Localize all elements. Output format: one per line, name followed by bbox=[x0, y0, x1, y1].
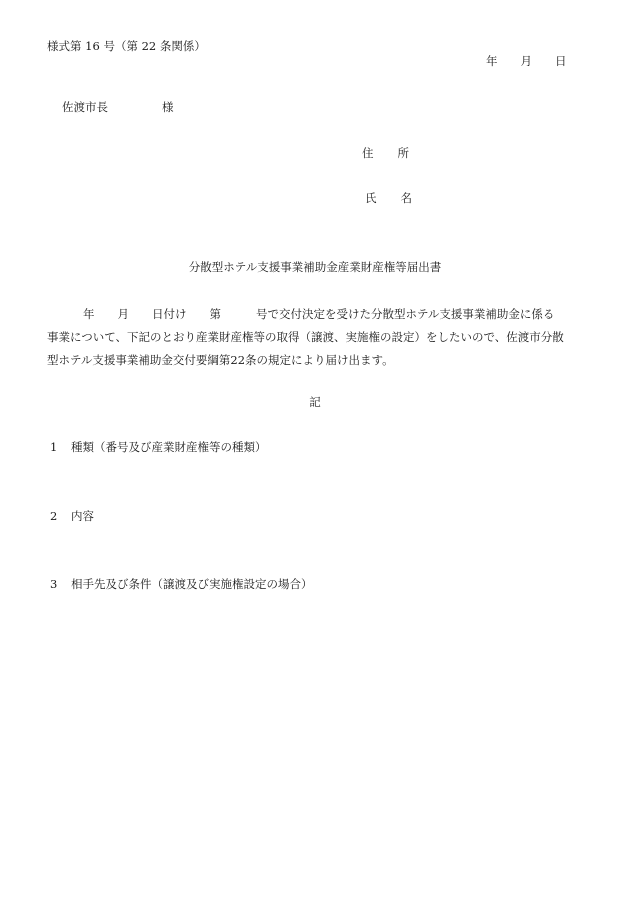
name-label: 氏 名 bbox=[365, 191, 412, 205]
list-item: 2 内容 bbox=[50, 509, 94, 523]
addressee bbox=[62, 99, 174, 115]
body-line-2: 事業について、下記のとおり産業財産権等の取得（譲渡、実施権の設定）をしたいので、佐渡市分散 bbox=[47, 330, 564, 344]
form-number: 様式第 16 号（第 22 条関係） bbox=[47, 39, 206, 53]
body-line-1: 年 月 日付け 第 号で交付決定を受けた分散型ホテル支援事業補助金に係る bbox=[83, 307, 555, 321]
addressee-mayor: 佐渡市長 bbox=[62, 100, 108, 114]
document-title: 分散型ホテル支援事業補助金産業財産権等届出書 bbox=[188, 260, 442, 274]
date-day: 日 bbox=[555, 54, 567, 68]
addressee-honorific: 様 bbox=[162, 100, 174, 114]
list-item: 1 種類（番号及び産業財産権等の種類） bbox=[50, 440, 267, 454]
address-label: 住 所 bbox=[362, 146, 409, 160]
body-line-3: 型ホテル支援事業補助金交付要綱第22条の規定により届け出ます。 bbox=[47, 353, 394, 367]
date-year: 年 bbox=[486, 54, 498, 68]
list-item: 3 相手先及び条件（譲渡及び実施権設定の場合） bbox=[50, 577, 313, 591]
date-month: 月 bbox=[520, 54, 532, 68]
ki-heading: 記 bbox=[309, 395, 321, 409]
date-line bbox=[486, 53, 567, 69]
body-text bbox=[47, 303, 587, 372]
